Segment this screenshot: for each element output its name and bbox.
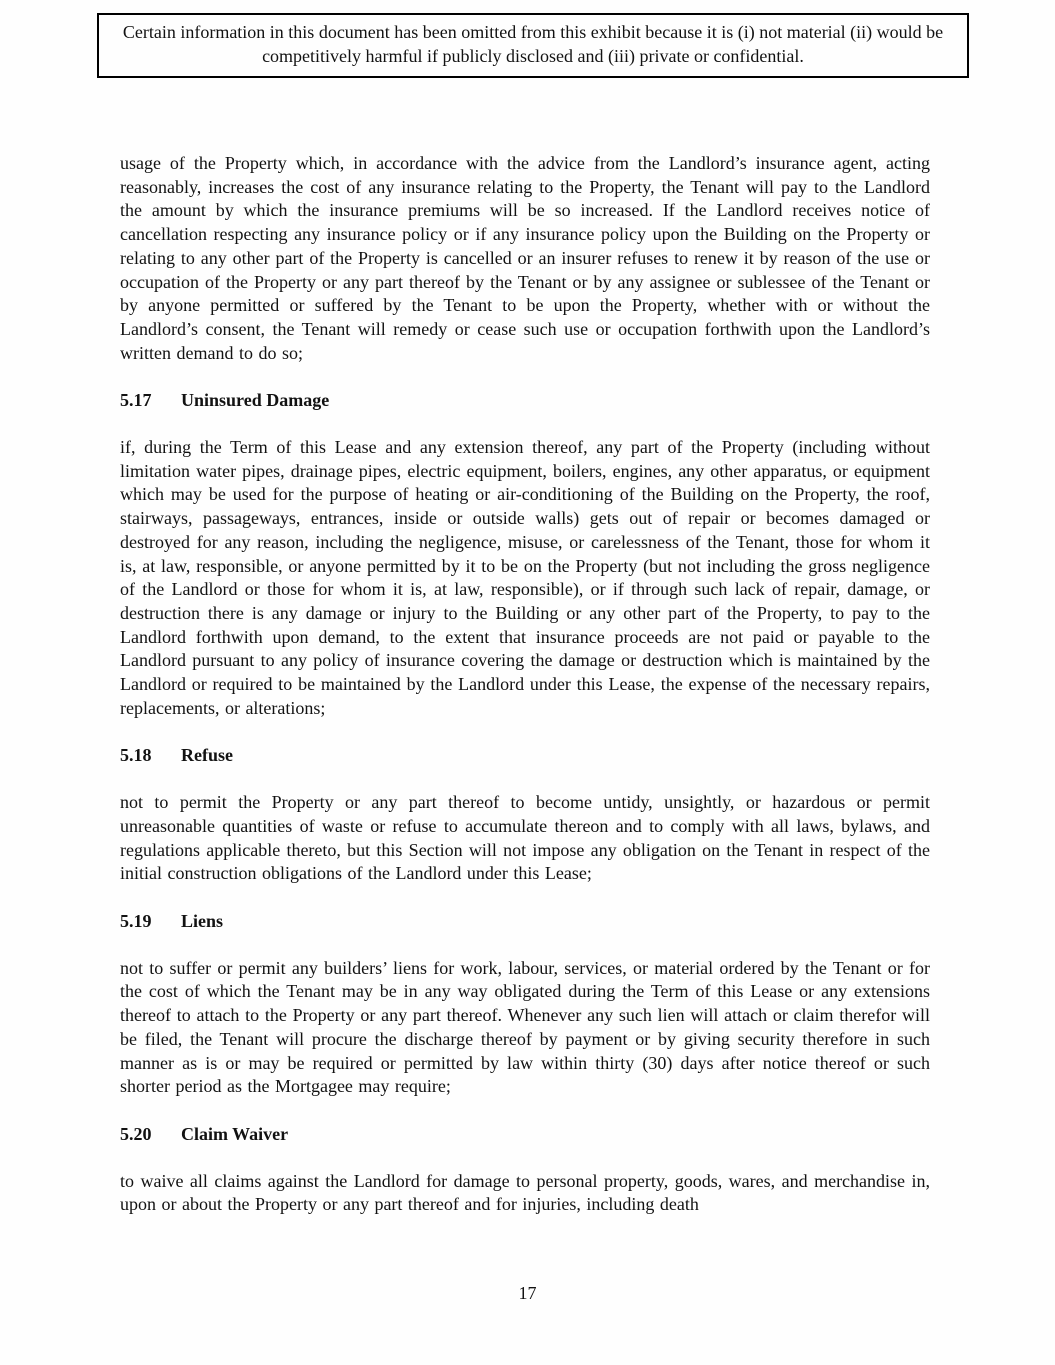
document-body xyxy=(120,152,930,1217)
confidentiality-notice-text: Certain information in this document has been omitted from this exhibit because it is (i) not material (ii) would be competitively harmful if publicly disclosed and (iii) private or confidential. xyxy=(122,22,944,66)
section-5-17 xyxy=(120,389,930,720)
section-number: 5.18 xyxy=(120,745,152,766)
section-number: 5.20 xyxy=(120,1123,152,1144)
section-title: Uninsured Damage xyxy=(181,390,330,411)
section-5-20 xyxy=(120,1123,930,1217)
confidentiality-notice-box xyxy=(97,13,969,78)
section-body: to waive all claims against the Landlord for damage to personal property, goods, wares, and merchandise in, upon or about the Property or any part thereof and for injuries, including death xyxy=(120,1170,930,1215)
section-body: not to suffer or permit any builders’ liens for work, labour, services, or material ordered by the Tenant or for the cost of which the Tenant may be in any way obligated during the Term of this Lease or any extensions thereof to attach to the Property or any part thereof. Whenever any such lien will attach or claim therefor will be filed, the Tenant will procure the discharge thereof by payment or by giving security therefore in such manner as is or may be required or permitted by law within thirty (30) days after notice thereof or such shorter period as the Mortgagee may require; xyxy=(120,957,930,1097)
section-heading-5-19 xyxy=(120,910,930,934)
section-number: 5.17 xyxy=(120,390,152,411)
continuation-paragraph: usage of the Property which, in accordance with the advice from the Landlord’s insurance agent, acting reasonably, increases the cost of any insurance relating to the Property, the Tenant will pay to the Landlord the amount by which the insurance premiums will be so increased. If the Landlord receives notice of cancellation respecting any insurance policy or if any insurance policy upon the Building on the Property or relating to any other part of the Property is cancelled or an insurer refuses to renew it by reason of the use or occupation of the Property or any part thereof by the Tenant or by any assignee or sublessee of the Tenant or by anyone permitted or suffered by the Tenant to be upon the Property, whether with or without the Landlord’s consent, the Tenant will remedy or cease such use or occupation forthwith upon the Landlord’s written demand to do so; xyxy=(120,153,930,363)
section-heading-5-17 xyxy=(120,389,930,413)
section-title: Liens xyxy=(181,910,224,931)
section-number: 5.19 xyxy=(120,910,152,931)
page-number: 17 xyxy=(518,1283,537,1303)
section-body: if, during the Term of this Lease and any extension thereof, any part of the Property (including without limitation water pipes, drainage pipes, electric equipment, boilers, engines, any other apparatus, or equipment which may be used for the purpose of heating or air-conditioning of the Building on the Property, the roof, stairways, passageways, entrances, inside or outside walls) gets out of repair or becomes damaged or destroyed for any reason, including the negligence, misuse, or carelessness of the Tenant, those for whom it is, at law, responsible, or anyone permitted by it to be on the Property (but not including the gross negligence of the Landlord or those for whom it is, at law, responsible), or if through such lack of repair, damage, or destruction there is any damage or injury to the Building or any other part of the Property, to pay to the Landlord forthwith upon demand, to the extent that insurance proceeds are not paid or payable to the Landlord pursuant to any policy of insurance covering the damage or destruction which is maintained by the Landlord or required to be maintained by the Landlord under this Lease, the expense of the necessary repairs, replacements, or alterations; xyxy=(120,437,930,718)
section-title: Refuse xyxy=(181,745,233,766)
section-5-18 xyxy=(120,744,930,886)
section-title: Claim Waiver xyxy=(181,1123,289,1144)
section-body: not to permit the Property or any part thereof to become untidy, unsightly, or hazardous or permit unreasonable quantities of waste or refuse to accumulate thereon and to comply with all laws, bylaws, and regulations applicable thereto, but this Section will not impose any obligation on the Tenant in respect of the initial construction obligations of the Landlord under this Lease; xyxy=(120,792,930,884)
section-heading-5-20 xyxy=(120,1123,930,1147)
section-heading-5-18 xyxy=(120,744,930,768)
section-5-19 xyxy=(120,910,930,1099)
